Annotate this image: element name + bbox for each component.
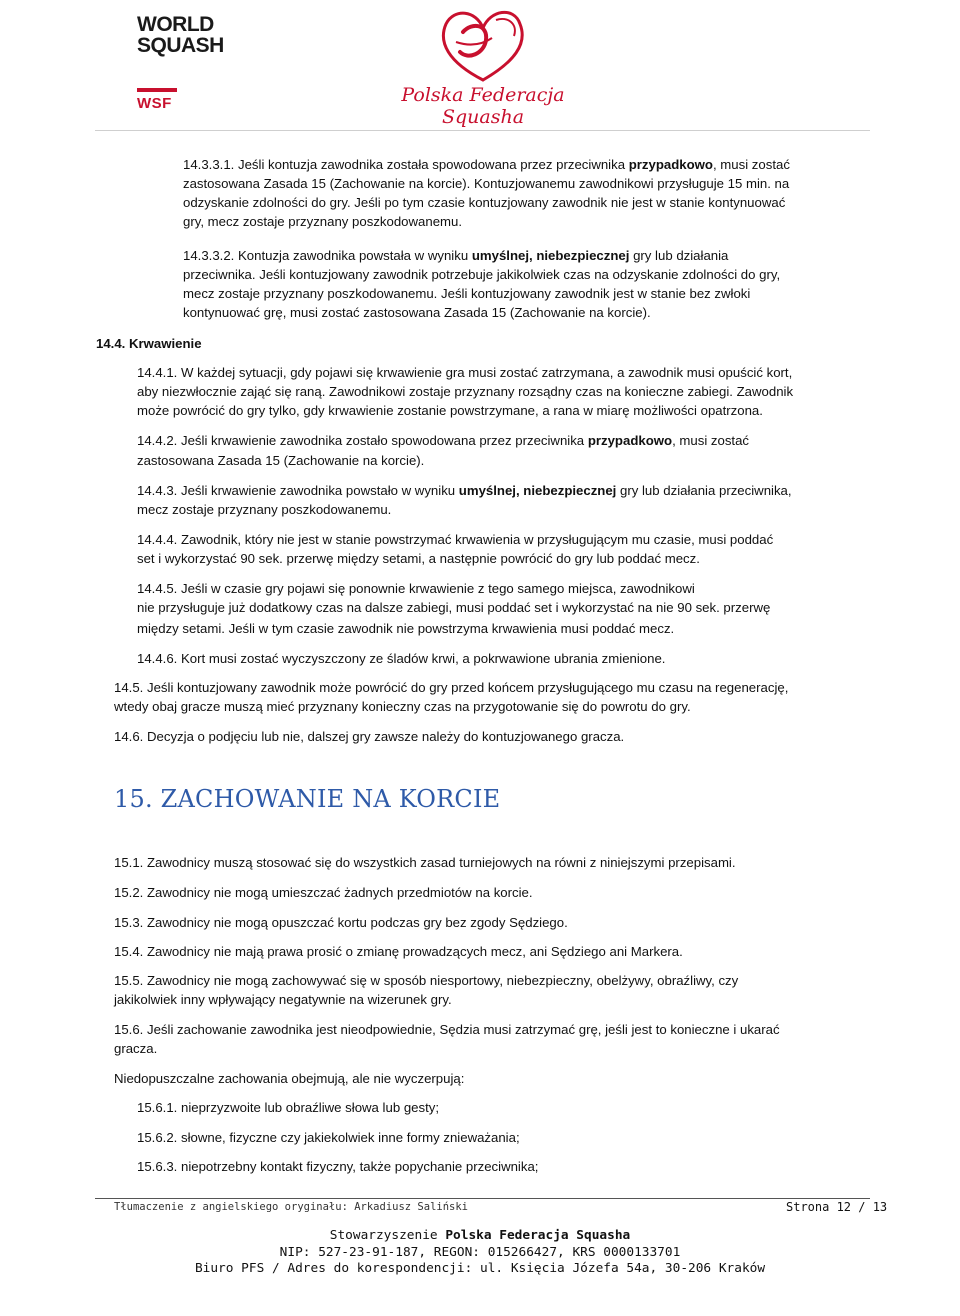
footer-ids: NIP: 527-23-91-187, REGON: 015266427, KRS 0000133701 bbox=[279, 1245, 681, 1260]
paragraph-14-4-2-line2: zastosowana Zasada 15 (Zachowanie na korcie). bbox=[137, 453, 425, 468]
section-14-4-title: 14.4. Krwawienie bbox=[96, 336, 202, 351]
paragraph-14-3-3-2-line4: kontynuować grę, musi zostać zastosowana Zasada 15 (Zachowanie na korcie). bbox=[183, 305, 651, 320]
page-header bbox=[0, 0, 960, 132]
paragraph-14-3-3-2-line1: 14.3.3.2. Kontuzja zawodnika powstała w wyniku umyślnej, niebezpiecznej gry lub działania bbox=[183, 248, 729, 263]
world-squash-logo bbox=[137, 10, 237, 110]
paragraph-14-3-3-1-line3: odzyskanie zdolności do gry. Jeśli po tym czasie kontuzjowany zawodnik nie jest w stanie kontynuować bbox=[183, 195, 786, 210]
paragraph-14-3-3-1-line2: zastosowana Zasada 15 (Zachowanie na korcie). Kontuzjowanemu zawodnikowi przysługuje 15 min. na bbox=[183, 176, 790, 191]
paragraph-14-4-5-line1: 14.4.5. Jeśli w czasie gry pojawi się ponownie krwawienie z tego samego miejsca, zawodnikowi bbox=[137, 581, 695, 596]
paragraph-14-6-line1: 14.6. Decyzja o podjęciu lub nie, dalszej gry zawsze należy do kontuzjowanego gracza. bbox=[114, 729, 625, 744]
paragraph-14-4-6-line1: 14.4.6. Kort musi zostać wyczyszczony ze śladów krwi, a pokrwawione ubrania zmienione. bbox=[137, 651, 666, 666]
world-squash-logo-line1: WORLD bbox=[137, 13, 214, 36]
list-item-15-6-1: 15.6.1. nieprzyzwoite lub obraźliwe słowa lub gesty; bbox=[137, 1100, 440, 1115]
paragraph-14-4-4-line2: set i wykorzystać 90 sek. przerwę między setami, a następnie powrócić do gry lub poddać mecz. bbox=[137, 551, 700, 566]
paragraph-14-3-3-1-line1: 14.3.3.1. Jeśli kontuzja zawodnika została spowodowana przez przeciwnika przypadkowo, musi zostać bbox=[183, 157, 790, 172]
footer-address: Biuro PFS / Adres do korespondencji: ul. Księcia Józefa 54a, 30-206 Kraków bbox=[194, 1261, 766, 1276]
header-divider bbox=[95, 130, 870, 131]
rule-15-5-line2: jakikolwiek inny wpływający negatywnie na wizerunek gry. bbox=[114, 992, 452, 1007]
footer-org: Stowarzyszenie Polska Federacja Squasha bbox=[329, 1228, 631, 1243]
paragraph-14-3-3-2-line2: przeciwnika. Jeśli kontuzjowany zawodnik potrzebuje jakikolwiek czas na odzyskanie zdolności do gry, bbox=[183, 267, 781, 282]
list-item-15-6-3: 15.6.3. niepotrzebny kontakt fizyczny, także popychanie przeciwnika; bbox=[137, 1159, 539, 1174]
paragraph-14-4-1-line1: 14.4.1. W każdej sytuacji, gdy pojawi się krwawienie gra musi zostać zatrzymana, a zawodnik musi opuścić kort, bbox=[137, 365, 793, 380]
world-squash-logo-line2: SQUASH bbox=[137, 34, 224, 57]
paragraph-14-4-5-line2: nie przysługuje już dodatkowy czas na dalsze zabiegi, musi poddać set i wykorzystać na nie 90 sek. przerwę bbox=[137, 600, 771, 615]
paragraph-14-4-2-line1: 14.4.2. Jeśli krwawienie zawodnika zostało spowodowana przez przeciwnika przypadkowo, musi zostać bbox=[137, 433, 750, 448]
world-squash-logo-wsf: WSF bbox=[137, 95, 172, 112]
paragraph-14-5-line1: 14.5. Jeśli kontuzjowany zawodnik może powrócić do gry przed końcem przysługującego mu czasu na regenerację, bbox=[114, 680, 789, 695]
rule-15-5-line1: 15.5. Zawodnicy nie mogą zachowywać się w sposób niesportowy, niebezpieczny, obelżywy, obraźliwy, czy bbox=[114, 973, 739, 988]
rule-15-1: 15.1. Zawodnicy muszą stosować się do wszystkich zasad turniejowych na równi z niniejszymi przepisami. bbox=[114, 855, 736, 870]
pfs-heart-icon bbox=[368, 2, 598, 92]
paragraph-14-4-3-line1: 14.4.3. Jeśli krwawienie zawodnika powstało w wyniku umyślnej, niebezpiecznej gry lub działania przeciwnika, bbox=[137, 483, 792, 498]
pfs-logo-text: Polska Federacja Squasha bbox=[401, 84, 565, 128]
paragraph-14-3-3-2-line3: mecz zostaje przyznany poszkodowanemu. Jeśli kontuzjowany zawodnik jest w stanie bez zwłoki bbox=[183, 286, 751, 301]
rule-15-6-line2: gracza. bbox=[114, 1041, 158, 1056]
footer-translator: Tłumaczenie z angielskiego oryginału: Arkadiusz Saliński bbox=[114, 1201, 469, 1213]
paragraph-14-4-3-line2: mecz zostaje przyznany poszkodowanemu. bbox=[137, 502, 392, 517]
section-15-heading: 15. ZACHOWANIE NA KORCIE bbox=[114, 785, 501, 813]
rule-15-3: 15.3. Zawodnicy nie mogą opuszczać kortu podczas gry bez zgody Sędziego. bbox=[114, 915, 568, 930]
world-squash-logo-bar bbox=[137, 88, 177, 92]
footer-divider bbox=[95, 1198, 870, 1199]
paragraph-14-4-4-line1: 14.4.4. Zawodnik, który nie jest w stanie powstrzymać krwawienia w przysługującym mu czasie, musi poddać bbox=[137, 532, 774, 547]
pfs-logo bbox=[368, 2, 598, 128]
list-intro: Niedopuszczalne zachowania obejmują, ale nie wyczerpują: bbox=[114, 1071, 465, 1086]
paragraph-14-5-line2: wtedy obaj gracze muszą mieć przyznany konieczny czas na przygotowanie się do powrotu do gry. bbox=[114, 699, 691, 714]
footer-page-number: Strona 12 / 13 bbox=[786, 1200, 888, 1214]
list-item-15-6-2: 15.6.2. słowne, fizyczne czy jakiekolwiek inne formy znieważania; bbox=[137, 1130, 520, 1145]
paragraph-14-4-1-line3: może powrócić do gry tylko, gdy krwawienie zostanie powstrzymane, a rana w miarę możliwości opatrzona. bbox=[137, 403, 763, 418]
rule-15-6-line1: 15.6. Jeśli zachowanie zawodnika jest nieodpowiednie, Sędzia musi zatrzymać grę, jeśli jest to konieczne i ukarać bbox=[114, 1022, 780, 1037]
rule-15-4: 15.4. Zawodnicy nie mają prawa prosić o zmianę prowadzących mecz, ani Sędziego ani Markera. bbox=[114, 944, 683, 959]
paragraph-14-4-1-line2: aby niezwłocznie zająć się raną. Zawodnikowi zostaje przyznany rozsądny czas na konieczne zabiegi. Zawodnik bbox=[137, 384, 794, 399]
paragraph-14-4-5-line3: między setami. Jeśli w tym czasie zawodnik nie powstrzyma krwawienia musi poddać mecz. bbox=[137, 621, 675, 636]
rule-15-2: 15.2. Zawodnicy nie mogą umieszczać żadnych przedmiotów na korcie. bbox=[114, 885, 533, 900]
paragraph-14-3-3-1-line4: gry, mecz zostaje przyznany poszkodowanemu. bbox=[183, 214, 463, 229]
